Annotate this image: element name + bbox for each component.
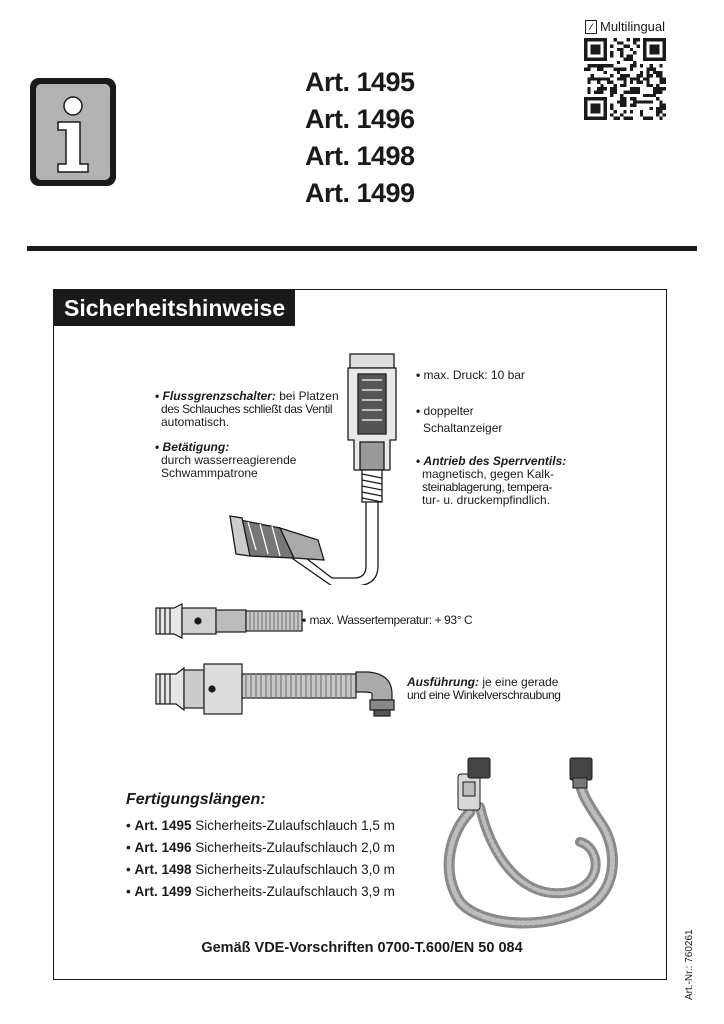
article-heading: Art. 1499 xyxy=(305,178,415,208)
list-item: • Art. 1498 Sicherheits-Zulaufschlauch 3,0 m xyxy=(126,862,395,877)
angled-connector-illustration xyxy=(154,660,404,720)
max-temp-note: • max. Wassertemperatur: + 93° C xyxy=(302,613,473,627)
flow-switch-note: • Flussgrenzschalter: bei Platzen des Schlauches schließt das Ventil automatisch. xyxy=(155,389,339,429)
max-pressure-note: • max. Druck: 10 bar xyxy=(416,368,525,382)
lengths-title: Fertigungslängen: xyxy=(126,791,266,808)
lengths-list xyxy=(126,815,395,903)
actuation-note: • Betätigung: durch wasserreagierende Schwammpatrone xyxy=(155,440,297,480)
qr-code[interactable] xyxy=(584,38,666,120)
article-number: Art.-Nr.: 760261 xyxy=(684,929,695,1000)
double-indicator-note: • doppelter Schaltanzeiger xyxy=(416,404,503,435)
info-icon xyxy=(28,76,118,188)
article-heading: Art. 1496 xyxy=(305,104,415,134)
article-heading: Art. 1498 xyxy=(305,141,415,171)
section-title: Sicherheitshinweise xyxy=(54,290,295,326)
list-item: • Art. 1495 Sicherheits-Zulaufschlauch 1,5 m xyxy=(126,818,395,833)
list-item: • Art. 1496 Sicherheits-Zulaufschlauch 2,0 m xyxy=(126,840,395,855)
hose-product-image xyxy=(430,752,626,932)
multilingual-label: ⁄ Multilingual xyxy=(585,19,665,34)
list-item: • Art. 1499 Sicherheits-Zulaufschlauch 3,9 m xyxy=(126,884,395,899)
valve-drive-note: • Antrieb des Sperrventils: magnetisch, gegen Kalk- steinablagerung, tempera- tur- u. druckempfindlich. xyxy=(416,454,567,507)
version-note: Ausführung: je eine gerade und eine Winkelverschraubung xyxy=(407,675,561,702)
header-divider xyxy=(27,246,697,251)
document-icon: ⁄ xyxy=(585,20,597,34)
straight-connector-illustration xyxy=(154,600,304,642)
regulation-note: Gemäß VDE-Vorschriften 0700-T.600/EN 50 084 xyxy=(201,940,523,956)
article-list xyxy=(305,64,485,212)
article-heading: Art. 1495 xyxy=(305,67,415,97)
